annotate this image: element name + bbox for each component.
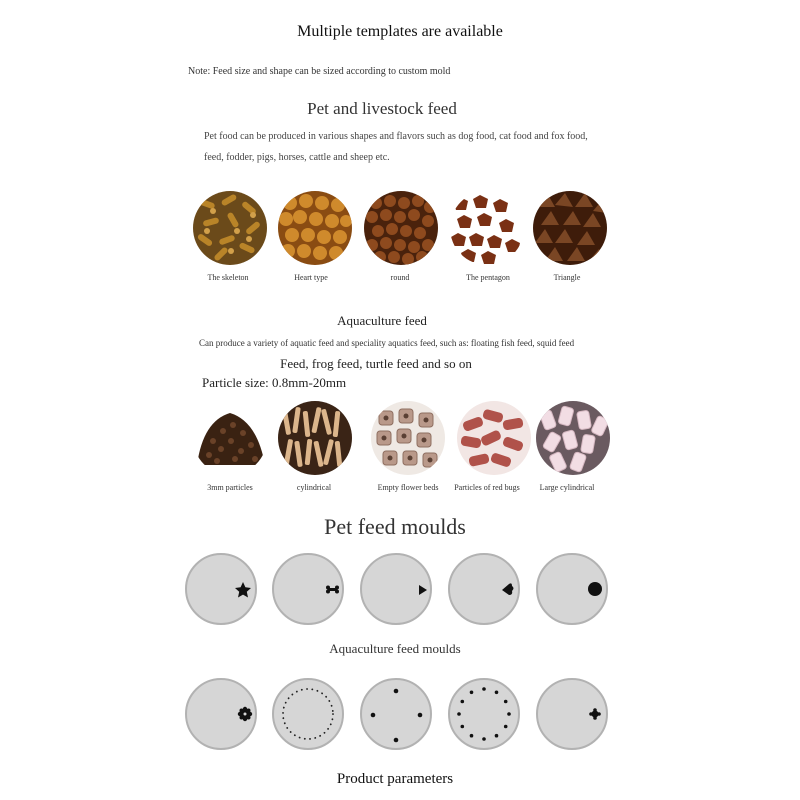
aqua-mould-small-flower xyxy=(536,678,608,750)
flower-hole-icon xyxy=(187,680,255,748)
pet-mould-star xyxy=(185,553,257,625)
aqua-caption-flower-beds: Empty flower beds xyxy=(377,483,439,492)
round-hole-icon xyxy=(538,555,606,623)
pet-moulds-heading: Pet feed moulds xyxy=(324,514,466,539)
pet-mould-heart xyxy=(448,553,520,625)
aqua-mould-flower xyxy=(185,678,257,750)
pet-feed-description: Pet food can be produced in various shapes and flavors such as dog food, cat food and fox food, feed, fodder, pigs, horses, cattle and sheep etc. xyxy=(204,131,588,163)
pet-mould-bone xyxy=(272,553,344,625)
pet-caption-pentagon: The pentagon xyxy=(466,273,510,282)
pet-caption-round: round xyxy=(390,273,410,282)
pet-caption-skeleton: The skeleton xyxy=(207,273,249,282)
heart-kibble-photo xyxy=(278,191,352,265)
pet-caption-heart: Heart type xyxy=(294,273,328,282)
star-hole-icon xyxy=(187,555,255,623)
aquaculture-feed-heading: Aquaculture feed xyxy=(337,313,427,328)
aqua-mould-four-holes xyxy=(360,678,432,750)
aqua-caption-3mm: 3mm particles xyxy=(207,483,253,492)
bone-hole-icon xyxy=(274,555,342,623)
skeleton-kibble-photo xyxy=(193,191,267,265)
pet-feed-heading: Pet and livestock feed xyxy=(307,99,457,118)
triangle-hole-icon xyxy=(362,555,430,623)
dotted-ring-icon xyxy=(274,680,342,748)
heart-hole-icon xyxy=(450,555,518,623)
large-cylindrical-photo xyxy=(536,401,610,475)
pet-mould-round xyxy=(536,553,608,625)
aqua-mould-twelve-holes xyxy=(448,678,520,750)
pet-mould-triangle xyxy=(360,553,432,625)
particle-size: Particle size: 0.8mm-20mm xyxy=(202,375,347,390)
round-kibble-photo xyxy=(364,191,438,265)
aqua-caption-large-cylindrical: Large cylindrical xyxy=(539,483,595,492)
aquaculture-feed-description-line2: Feed, frog feed, turtle feed and so on xyxy=(280,356,472,371)
small-flower-hole-icon xyxy=(538,680,606,748)
aquaculture-feed-description: Can produce a variety of aquatic feed and speciality aquatics feed, such as: floating fish feed, squid feed xyxy=(199,338,575,348)
aqua-caption-cylindrical: cylindrical xyxy=(296,483,332,492)
page-title: Multiple templates are available xyxy=(297,23,503,40)
3mm-particles-photo xyxy=(193,401,267,475)
pet-caption-triangle: Triangle xyxy=(553,273,581,282)
cylindrical-pellets-photo xyxy=(278,401,352,475)
product-parameters-heading: Product parameters xyxy=(336,771,454,787)
pentagon-kibble-photo xyxy=(450,191,524,265)
four-holes-icon xyxy=(362,680,430,748)
triangle-kibble-photo xyxy=(533,191,607,265)
aqua-caption-red-bugs: Particles of red bugs xyxy=(454,483,520,492)
empty-flower-beds-photo xyxy=(371,401,445,475)
twelve-holes-icon xyxy=(450,680,518,748)
aqua-moulds-heading: Aquaculture feed moulds xyxy=(329,641,461,656)
mould-note: Note: Feed size and shape can be sized according to custom mold xyxy=(188,66,451,77)
red-bug-particles-photo xyxy=(457,401,531,475)
aqua-mould-dotted-ring xyxy=(272,678,344,750)
